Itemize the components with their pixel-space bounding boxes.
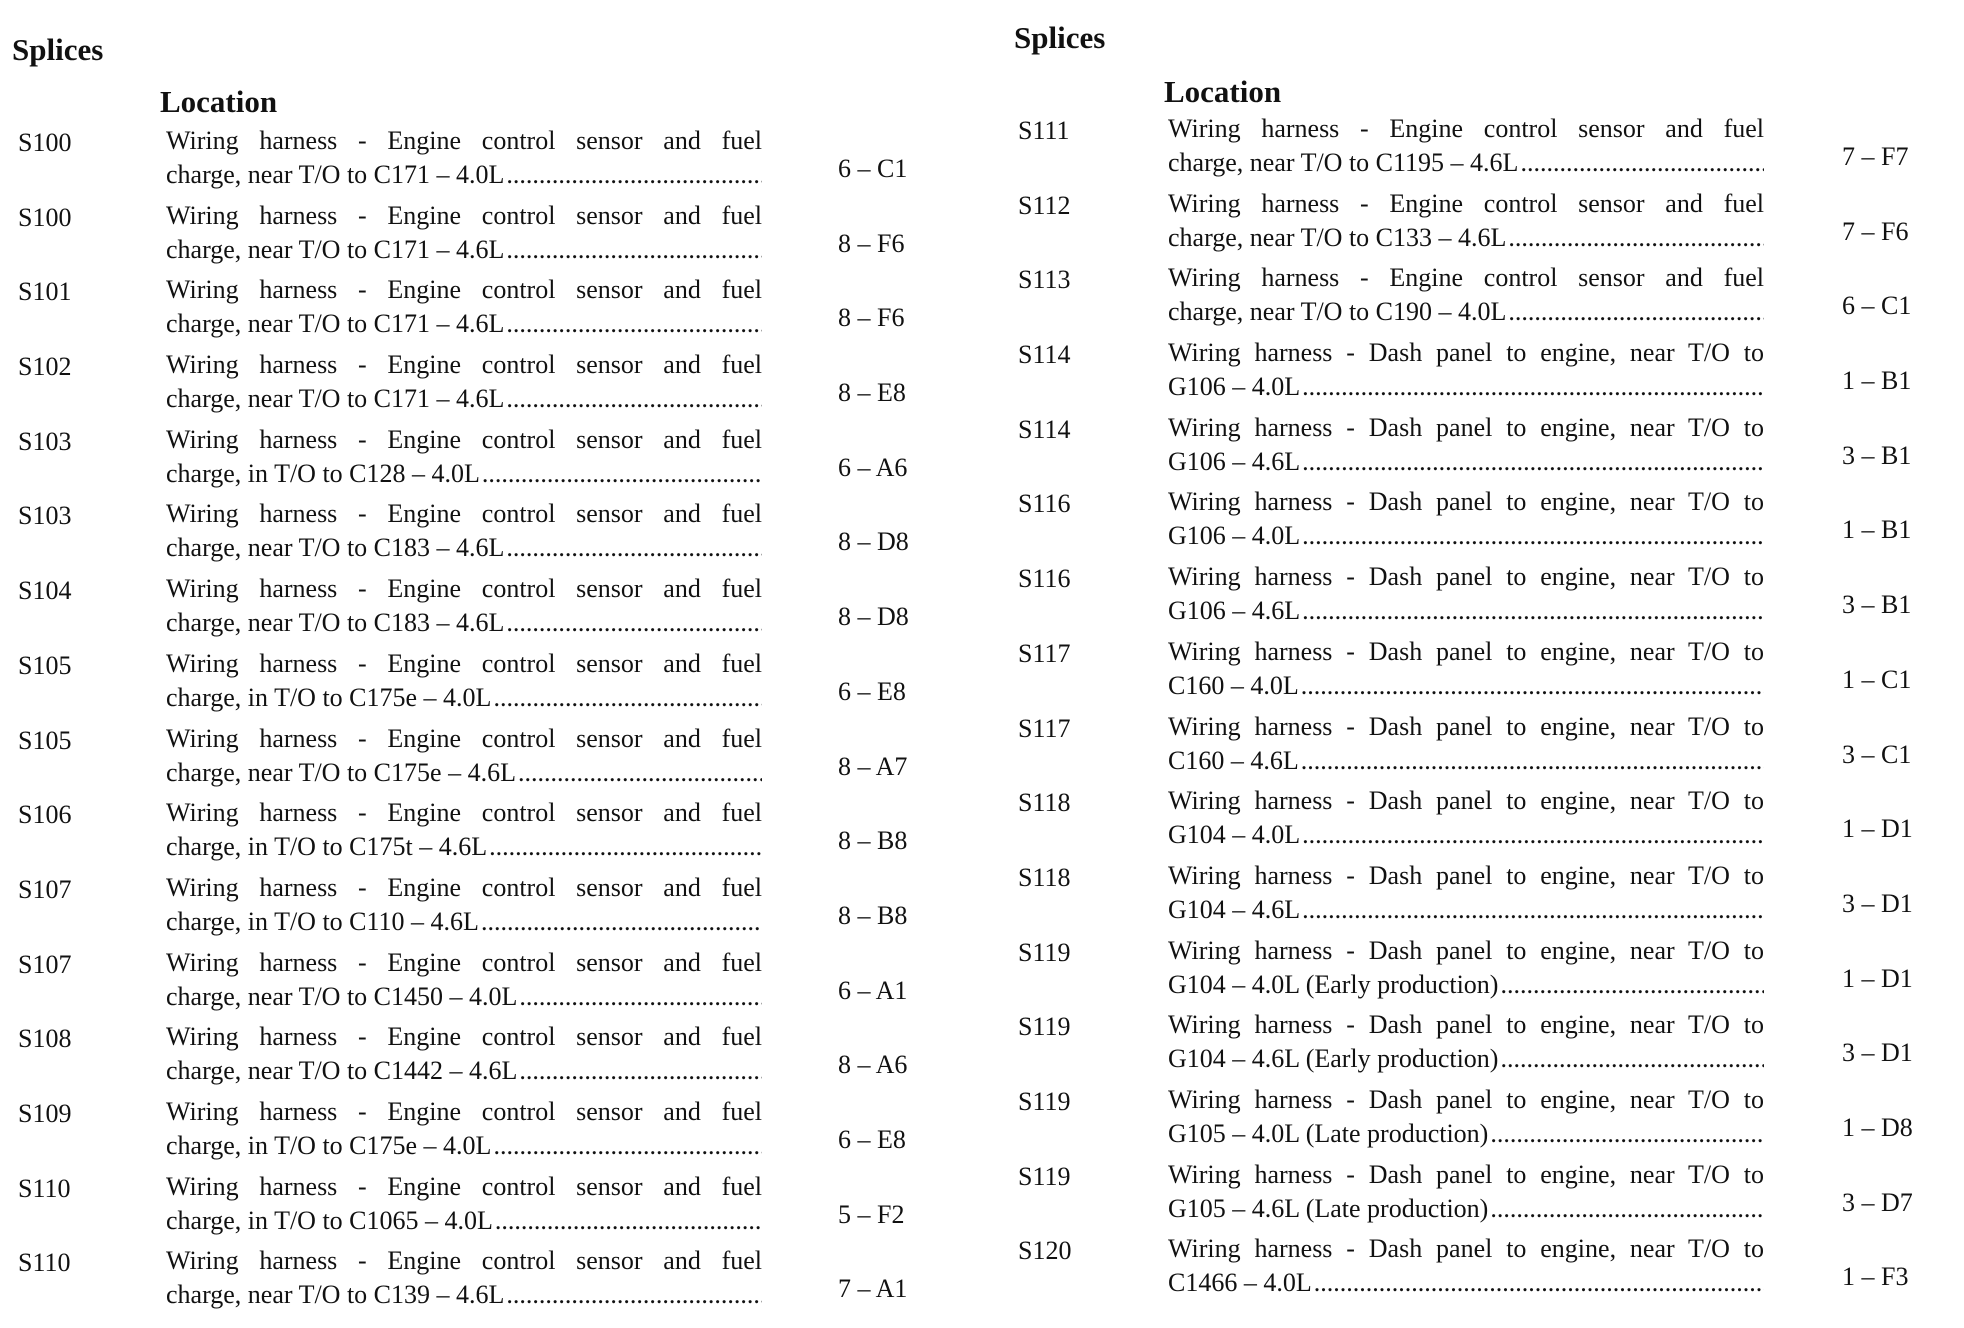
splice-id: S105 bbox=[18, 650, 72, 680]
location-line-1: Wiring harness - Engine control sensor and fuel bbox=[166, 648, 762, 678]
location-line-2-text: C160 – 4.6L bbox=[1168, 745, 1299, 775]
location-line-2-text: charge, near T/O to C183 – 4.6L bbox=[166, 608, 505, 638]
grid-reference: 8 – A6 bbox=[838, 1050, 908, 1080]
grid-reference: 6 – E8 bbox=[838, 676, 906, 706]
splice-id: S118 bbox=[1018, 788, 1071, 818]
location-line-2 bbox=[166, 531, 762, 565]
splice-location bbox=[166, 1095, 762, 1163]
splice-location bbox=[166, 572, 762, 640]
location-line-2 bbox=[1168, 295, 1764, 329]
grid-reference: 3 – D7 bbox=[1842, 1187, 1913, 1217]
splice-row bbox=[1000, 1008, 1964, 1083]
grid-reference: 8 – B8 bbox=[838, 900, 908, 930]
location-line-2 bbox=[1168, 445, 1764, 479]
location-line-2 bbox=[166, 980, 762, 1014]
location-line-2 bbox=[166, 681, 762, 715]
location-line-1: Wiring harness - Engine control sensor and fuel bbox=[166, 200, 762, 230]
location-line-1: Wiring harness - Engine control sensor and fuel bbox=[166, 947, 762, 977]
dot-leader bbox=[1302, 818, 1764, 852]
location-header: Location bbox=[1164, 74, 1282, 109]
grid-reference: 8 – F6 bbox=[838, 303, 905, 333]
location-line-2-text: G105 – 4.0L (Late production) bbox=[1168, 1118, 1489, 1148]
location-line-2 bbox=[166, 1054, 762, 1088]
splice-row bbox=[0, 722, 960, 797]
grid-reference: 3 – D1 bbox=[1842, 888, 1913, 918]
location-line-2 bbox=[1168, 968, 1764, 1002]
splice-id: S113 bbox=[1018, 265, 1071, 295]
location-line-2-text: charge, near T/O to C171 – 4.6L bbox=[166, 234, 505, 264]
splice-location bbox=[166, 1170, 762, 1238]
location-line-2-text: charge, near T/O to C1195 – 4.6L bbox=[1168, 148, 1519, 177]
splice-id: S120 bbox=[1018, 1236, 1072, 1266]
location-line-1: Wiring harness - Engine control sensor and fuel bbox=[166, 1246, 762, 1276]
dot-leader bbox=[1302, 445, 1764, 479]
location-line-2-text: G104 – 4.0L bbox=[1168, 820, 1301, 850]
dot-leader bbox=[1301, 669, 1764, 703]
location-line-1: Wiring harness - Engine control sensor and fuel bbox=[166, 1171, 762, 1201]
location-line-2 bbox=[166, 1204, 762, 1238]
location-line-1: Wiring harness - Dash panel to engine, near T/O to bbox=[1168, 1084, 1764, 1114]
splice-row bbox=[0, 1170, 960, 1245]
location-line-2 bbox=[166, 830, 762, 864]
grid-reference: 1 – B1 bbox=[1842, 366, 1912, 396]
splice-row bbox=[0, 199, 960, 274]
location-line-1: Wiring harness - Dash panel to engine, near T/O to bbox=[1168, 562, 1764, 592]
splice-location bbox=[166, 722, 762, 790]
location-line-2-text: G106 – 4.0L bbox=[1168, 521, 1301, 551]
splice-location bbox=[166, 423, 762, 491]
splice-id: S106 bbox=[18, 800, 72, 830]
splice-location bbox=[1168, 411, 1764, 479]
grid-reference: 7 – F6 bbox=[1842, 216, 1909, 246]
splice-id: S107 bbox=[18, 949, 72, 979]
grid-reference: 8 – D8 bbox=[838, 602, 909, 632]
splice-list bbox=[1000, 112, 1964, 1307]
splice-location bbox=[1168, 710, 1764, 778]
splice-id: S102 bbox=[18, 352, 72, 382]
location-line-1: Wiring harness - Dash panel to engine, near T/O to bbox=[1168, 935, 1764, 965]
grid-reference: 1 – B1 bbox=[1842, 515, 1912, 545]
splice-id: S103 bbox=[18, 426, 72, 456]
splice-id: S105 bbox=[18, 725, 72, 755]
splice-row bbox=[0, 647, 960, 722]
location-line-2-text: charge, in T/O to C175t – 4.6L bbox=[166, 832, 488, 862]
grid-reference: 3 – B1 bbox=[1842, 590, 1912, 620]
dot-leader bbox=[506, 307, 762, 341]
dot-leader bbox=[489, 830, 762, 864]
location-line-2-text: charge, near T/O to C171 – 4.6L bbox=[166, 384, 505, 414]
splice-location bbox=[166, 647, 762, 715]
dot-leader bbox=[1314, 1266, 1764, 1300]
location-line-2 bbox=[166, 1129, 762, 1163]
location-line-2-text: G104 – 4.6L bbox=[1168, 894, 1301, 924]
location-line-1: Wiring harness - Dash panel to engine, near T/O to bbox=[1168, 711, 1764, 741]
dot-leader bbox=[1302, 370, 1764, 404]
location-line-2 bbox=[1168, 221, 1764, 255]
splice-row bbox=[1000, 1083, 1964, 1158]
splice-id: S109 bbox=[18, 1098, 72, 1128]
splice-id: S119 bbox=[1018, 1086, 1071, 1116]
location-line-2 bbox=[1168, 1192, 1764, 1226]
splice-location bbox=[1168, 485, 1764, 553]
splice-location bbox=[1168, 112, 1764, 180]
dot-leader bbox=[1490, 1192, 1764, 1226]
location-line-2 bbox=[166, 457, 762, 491]
location-line-2 bbox=[166, 606, 762, 640]
splice-row bbox=[1000, 261, 1964, 336]
location-line-1: Wiring harness - Engine control sensor and fuel bbox=[1168, 188, 1764, 218]
grid-reference: 8 – A7 bbox=[838, 751, 908, 781]
location-line-1: Wiring harness - Engine control sensor and fuel bbox=[1168, 263, 1764, 293]
splice-location bbox=[166, 348, 762, 416]
location-line-2-text: charge, near T/O to C133 – 4.6L bbox=[1168, 222, 1507, 252]
location-line-2 bbox=[166, 158, 762, 192]
splice-row bbox=[1000, 560, 1964, 635]
splice-row bbox=[1000, 336, 1964, 411]
splice-row bbox=[0, 423, 960, 498]
dot-leader bbox=[506, 158, 762, 192]
location-line-2 bbox=[166, 382, 762, 416]
splice-id: S114 bbox=[1018, 340, 1071, 370]
splice-id: S119 bbox=[1018, 1161, 1071, 1191]
splice-location bbox=[1168, 934, 1764, 1002]
section-title: Splices bbox=[1014, 20, 1106, 55]
grid-reference: 8 – E8 bbox=[838, 378, 906, 408]
location-line-2 bbox=[1168, 370, 1764, 404]
splice-location bbox=[166, 273, 762, 341]
dot-leader bbox=[506, 1278, 762, 1312]
location-line-1: Wiring harness - Engine control sensor and fuel bbox=[166, 872, 762, 902]
splice-location bbox=[166, 796, 762, 864]
splice-location bbox=[1168, 1232, 1764, 1300]
dot-leader bbox=[518, 756, 762, 790]
location-line-1: Wiring harness - Engine control sensor and fuel bbox=[166, 350, 762, 380]
location-line-2 bbox=[166, 756, 762, 790]
splice-row bbox=[0, 124, 960, 199]
location-header: Location bbox=[160, 84, 278, 119]
location-line-2-text: charge, near T/O to C171 – 4.6L bbox=[166, 309, 505, 339]
splice-id: S112 bbox=[1018, 190, 1071, 220]
splice-row bbox=[1000, 710, 1964, 785]
location-line-2-text: charge, near T/O to C175e – 4.6L bbox=[166, 757, 516, 787]
location-line-2 bbox=[1168, 519, 1764, 553]
splice-location bbox=[1168, 1008, 1764, 1076]
dot-leader bbox=[519, 980, 762, 1014]
grid-reference: 1 – D1 bbox=[1842, 963, 1913, 993]
location-line-1: Wiring harness - Dash panel to engine, near T/O to bbox=[1168, 338, 1764, 368]
dot-leader bbox=[1302, 594, 1764, 628]
splice-row bbox=[0, 1095, 960, 1170]
splice-id: S110 bbox=[18, 1173, 71, 1203]
splice-row bbox=[1000, 112, 1964, 187]
dot-leader bbox=[1490, 1117, 1764, 1151]
dot-leader bbox=[506, 382, 762, 416]
splice-id: S100 bbox=[18, 202, 72, 232]
splice-id: S111 bbox=[1018, 116, 1070, 145]
dot-leader bbox=[506, 606, 762, 640]
location-line-1: Wiring harness - Engine control sensor and fuel bbox=[166, 126, 762, 155]
location-line-2 bbox=[166, 307, 762, 341]
dot-leader bbox=[1301, 744, 1764, 778]
splice-location bbox=[1168, 784, 1764, 852]
location-line-2-text: charge, near T/O to C1442 – 4.6L bbox=[166, 1056, 518, 1086]
splice-location bbox=[166, 199, 762, 267]
splice-location bbox=[1168, 859, 1764, 927]
location-line-2-text: charge, in T/O to C110 – 4.6L bbox=[166, 906, 479, 936]
grid-reference: 7 – F7 bbox=[1842, 142, 1909, 171]
location-line-2-text: G104 – 4.6L (Early production) bbox=[1168, 1044, 1499, 1074]
location-line-1: Wiring harness - Dash panel to engine, near T/O to bbox=[1168, 860, 1764, 890]
splice-id: S108 bbox=[18, 1024, 72, 1054]
splice-row bbox=[1000, 187, 1964, 262]
dot-leader bbox=[1508, 295, 1764, 329]
splice-location bbox=[1168, 635, 1764, 703]
location-line-2 bbox=[1168, 669, 1764, 703]
location-line-1: Wiring harness - Engine control sensor and fuel bbox=[166, 424, 762, 454]
splice-row bbox=[1000, 934, 1964, 1009]
splice-id: S101 bbox=[18, 277, 72, 307]
location-line-1: Wiring harness - Engine control sensor and fuel bbox=[166, 499, 762, 529]
dot-leader bbox=[1302, 893, 1764, 927]
splice-row bbox=[0, 572, 960, 647]
grid-reference: 8 – B8 bbox=[838, 826, 908, 856]
splice-location bbox=[1168, 560, 1764, 628]
location-line-2-text: G106 – 4.6L bbox=[1168, 446, 1301, 476]
location-line-1: Wiring harness - Dash panel to engine, near T/O to bbox=[1168, 1010, 1764, 1040]
location-line-2 bbox=[1168, 818, 1764, 852]
splice-row bbox=[0, 1020, 960, 1095]
grid-reference: 8 – D8 bbox=[838, 527, 909, 557]
splice-location bbox=[1168, 336, 1764, 404]
splice-row bbox=[0, 796, 960, 871]
splice-id: S116 bbox=[1018, 489, 1071, 519]
splice-location bbox=[166, 1244, 762, 1312]
splice-row bbox=[0, 348, 960, 423]
splice-row bbox=[0, 871, 960, 946]
location-line-1: Wiring harness - Dash panel to engine, near T/O to bbox=[1168, 1234, 1764, 1264]
grid-reference: 8 – F6 bbox=[838, 228, 905, 258]
dot-leader bbox=[1302, 519, 1764, 553]
splice-location bbox=[1168, 1158, 1764, 1226]
grid-reference: 6 – C1 bbox=[838, 154, 908, 183]
dot-leader bbox=[493, 1129, 762, 1163]
location-line-2-text: charge, in T/O to C128 – 4.0L bbox=[166, 458, 480, 488]
location-line-1: Wiring harness - Dash panel to engine, near T/O to bbox=[1168, 1159, 1764, 1189]
dot-leader bbox=[482, 457, 762, 491]
grid-reference: 5 – F2 bbox=[838, 1199, 905, 1229]
splice-location bbox=[166, 497, 762, 565]
grid-reference: 7 – A1 bbox=[838, 1274, 908, 1304]
location-line-2 bbox=[166, 233, 762, 267]
location-line-1: Wiring harness - Dash panel to engine, near T/O to bbox=[1168, 487, 1764, 517]
dot-leader bbox=[506, 233, 762, 267]
grid-reference: 1 – C1 bbox=[1842, 664, 1912, 694]
location-line-2 bbox=[166, 905, 762, 939]
location-line-1: Wiring harness - Dash panel to engine, near T/O to bbox=[1168, 412, 1764, 442]
splice-id: S104 bbox=[18, 576, 72, 606]
grid-reference: 6 – E8 bbox=[838, 1124, 906, 1154]
location-line-2-text: charge, near T/O to C139 – 4.6L bbox=[166, 1280, 505, 1310]
section-title: Splices bbox=[12, 32, 104, 67]
location-line-2 bbox=[1168, 594, 1764, 628]
location-line-1: Wiring harness - Engine control sensor and fuel bbox=[166, 1096, 762, 1126]
location-line-2-text: C160 – 4.0L bbox=[1168, 670, 1299, 700]
grid-reference: 1 – D1 bbox=[1842, 814, 1913, 844]
dot-leader bbox=[1500, 1042, 1764, 1076]
location-line-2 bbox=[1168, 744, 1764, 778]
splice-id: S119 bbox=[1018, 1012, 1071, 1042]
location-line-2 bbox=[1168, 1117, 1764, 1151]
splice-row bbox=[1000, 1232, 1964, 1307]
grid-reference: 3 – D1 bbox=[1842, 1038, 1913, 1068]
splice-id: S119 bbox=[1018, 937, 1071, 967]
splice-row bbox=[1000, 635, 1964, 710]
location-line-2-text: G104 – 4.0L (Early production) bbox=[1168, 969, 1499, 999]
splice-location bbox=[1168, 1083, 1764, 1151]
location-line-2-text: C1466 – 4.0L bbox=[1168, 1268, 1312, 1298]
location-line-2-text: G106 – 4.0L bbox=[1168, 372, 1301, 402]
location-line-1: Wiring harness - Engine control sensor and fuel bbox=[166, 1022, 762, 1052]
grid-reference: 6 – A1 bbox=[838, 975, 908, 1005]
dot-leader bbox=[519, 1054, 762, 1088]
splice-row bbox=[0, 946, 960, 1021]
splice-location bbox=[1168, 187, 1764, 255]
grid-reference: 1 – F3 bbox=[1842, 1262, 1909, 1292]
location-line-2-text: charge, near T/O to C1450 – 4.0L bbox=[166, 981, 518, 1011]
splice-row bbox=[1000, 859, 1964, 934]
location-line-2-text: charge, in T/O to C175e – 4.0L bbox=[166, 1130, 492, 1160]
dot-leader bbox=[481, 905, 762, 939]
grid-reference: 3 – B1 bbox=[1842, 440, 1912, 470]
location-line-2-text: charge, near T/O to C183 – 4.6L bbox=[166, 533, 505, 563]
splice-id: S117 bbox=[1018, 713, 1071, 743]
location-line-1: Wiring harness - Engine control sensor and fuel bbox=[166, 574, 762, 604]
location-line-1: Wiring harness - Engine control sensor and fuel bbox=[1168, 114, 1764, 143]
splice-id: S114 bbox=[1018, 414, 1071, 444]
splice-id: S107 bbox=[18, 874, 72, 904]
location-line-2-text: G105 – 4.6L (Late production) bbox=[1168, 1193, 1489, 1223]
splice-row bbox=[0, 1244, 960, 1319]
splice-location bbox=[166, 124, 762, 192]
location-line-2 bbox=[1168, 893, 1764, 927]
splice-row bbox=[1000, 1158, 1964, 1233]
dot-leader bbox=[1508, 221, 1764, 255]
splice-row bbox=[0, 273, 960, 348]
dot-leader bbox=[506, 531, 762, 565]
splice-id: S103 bbox=[18, 501, 72, 531]
location-line-2-text: charge, in T/O to C175e – 4.0L bbox=[166, 682, 492, 712]
splice-id: S100 bbox=[18, 128, 72, 157]
grid-reference: 1 – D8 bbox=[1842, 1112, 1913, 1142]
splice-row bbox=[1000, 411, 1964, 486]
splice-location bbox=[166, 1020, 762, 1088]
splice-location bbox=[1168, 261, 1764, 329]
splice-id: S118 bbox=[1018, 862, 1071, 892]
splice-location bbox=[166, 946, 762, 1014]
splice-id: S117 bbox=[1018, 638, 1071, 668]
location-line-1: Wiring harness - Engine control sensor and fuel bbox=[166, 275, 762, 305]
location-line-2-text: charge, in T/O to C1065 – 4.0L bbox=[166, 1205, 493, 1235]
location-line-2-text: G106 – 4.6L bbox=[1168, 596, 1301, 626]
splice-list bbox=[0, 124, 960, 1319]
grid-reference: 3 – C1 bbox=[1842, 739, 1912, 769]
splice-location bbox=[166, 871, 762, 939]
splice-row bbox=[1000, 784, 1964, 859]
location-line-1: Wiring harness - Engine control sensor and fuel bbox=[166, 723, 762, 753]
location-line-1: Wiring harness - Engine control sensor and fuel bbox=[166, 798, 762, 828]
location-line-1: Wiring harness - Dash panel to engine, near T/O to bbox=[1168, 786, 1764, 816]
location-line-2 bbox=[1168, 1266, 1764, 1300]
splice-id: S116 bbox=[1018, 564, 1071, 594]
location-line-2-text: charge, near T/O to C171 – 4.0L bbox=[166, 160, 505, 189]
location-line-2 bbox=[1168, 146, 1764, 180]
location-line-2 bbox=[166, 1278, 762, 1312]
splice-row bbox=[0, 497, 960, 572]
splice-row bbox=[1000, 485, 1964, 560]
dot-leader bbox=[495, 1204, 762, 1238]
grid-reference: 6 – A6 bbox=[838, 452, 908, 482]
location-line-2 bbox=[1168, 1042, 1764, 1076]
location-line-2-text: charge, near T/O to C190 – 4.0L bbox=[1168, 297, 1507, 327]
splice-id: S110 bbox=[18, 1248, 71, 1278]
dot-leader bbox=[493, 681, 762, 715]
location-line-1: Wiring harness - Dash panel to engine, near T/O to bbox=[1168, 636, 1764, 666]
dot-leader bbox=[1520, 146, 1764, 180]
grid-reference: 6 – C1 bbox=[1842, 291, 1912, 321]
dot-leader bbox=[1500, 968, 1764, 1002]
